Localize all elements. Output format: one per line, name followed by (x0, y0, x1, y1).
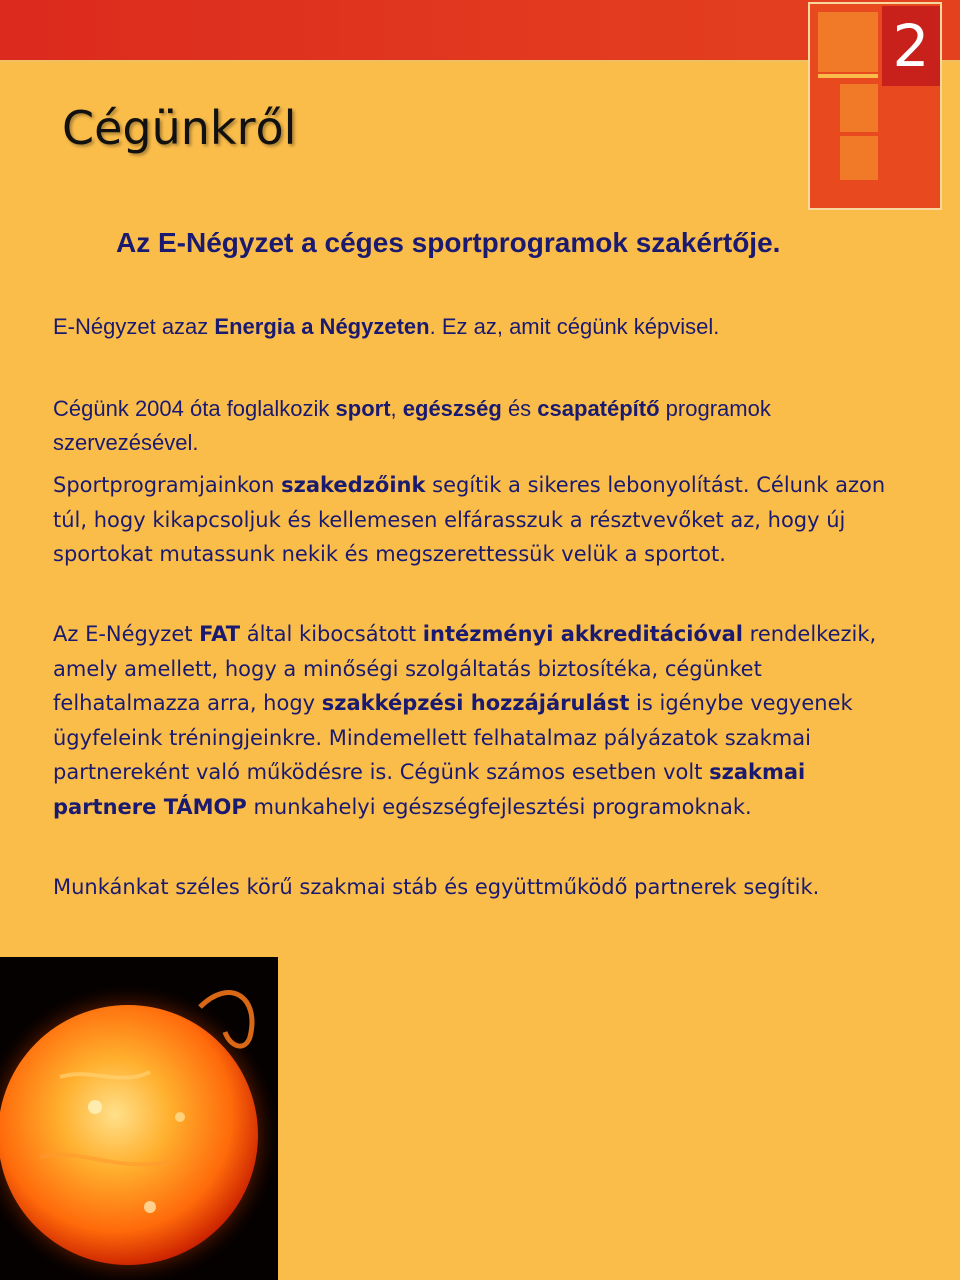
logo-square (840, 84, 878, 132)
logo-square (840, 136, 878, 180)
accreditation-paragraph: Az E-Négyzet FAT által kibocsátott intézményi akkreditációval rendelkezik, amely amellett, hogy a minőségi szolgáltatás biztosítéka, cégünket felhatalmazza arra, hogy szakképzési hozzájárulást is igénybe vegyenek ügyfeleink tréningjeinkre. Mindemellett felhatalmaz pályázatok szakmai partnereként való működésre is. Cégünk számos esetben volt szakmai partnere TÁMOP munkahelyi egészségfejlesztési programoknak. (53, 622, 877, 819)
logo-square (818, 12, 878, 72)
logo-separator (818, 74, 878, 78)
sun-photo-icon (0, 957, 278, 1280)
intro-paragraph: E-Négyzet azaz Energia a Négyzeten. Ez az, amit cégünk képvisel. (53, 314, 720, 339)
team-paragraph: Munkánkat széles körű szakmai stáb és együttműködő partnerek segítik. (53, 875, 820, 899)
sun-image (0, 957, 278, 1280)
page-title: Cégünkről (62, 101, 297, 155)
trainers-paragraph: Sportprogramjainkon szakedzőink segítik a sikeres lebonyolítást. Célunk azon túl, hogy kikapcsoljuk és kellemesen elfárasszuk a résztvevőket az, hogy új sportokat mutassunk nekik és megszerettessük velük a sportot. (53, 473, 886, 566)
logo-number: 2 (882, 6, 940, 86)
history-paragraph: Cégünk 2004 óta foglalkozik sport, egészség és csapatépítő programok szervezésével. (53, 396, 771, 455)
e-logo-icon (808, 2, 942, 210)
page-subtitle: Az E-Négyzet a céges sportprogramok szakértője. (116, 227, 781, 258)
